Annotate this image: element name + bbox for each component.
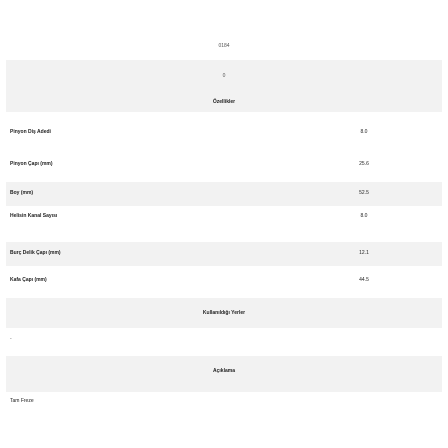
spec-row — [6, 242, 442, 266]
usage-row — [6, 332, 442, 346]
spec-header-row — [6, 60, 442, 112]
usage-value: - — [10, 336, 12, 342]
code-row — [6, 40, 442, 54]
description-row — [6, 394, 442, 408]
spec-value: 8.0 — [360, 129, 368, 135]
spec-value: 8.0 — [360, 213, 368, 219]
usage-title: Kullanıldığı Yerler — [202, 310, 246, 316]
spec-row — [6, 210, 442, 224]
product-code: 0184 — [218, 43, 230, 49]
spec-label: Helisin Kanal Sayısı — [10, 213, 58, 219]
usage-header-row — [6, 298, 442, 328]
spec-label: Pinyon Çapı (mm) — [10, 161, 53, 167]
description-title: Açıklama — [213, 368, 235, 374]
spec-row — [6, 274, 442, 288]
spec-row — [6, 158, 442, 172]
spec-value: 25.6 — [359, 161, 369, 167]
spec-value: 12.1 — [359, 250, 369, 256]
spec-row — [6, 182, 442, 206]
spec-label: Pinyon Diş Adedi — [10, 129, 51, 135]
specs-title: Özellikler — [212, 99, 236, 105]
spec-row — [6, 126, 442, 140]
spec-value: 52.5 — [359, 190, 369, 196]
description-header-row — [6, 356, 442, 392]
spec-value: 44.5 — [359, 277, 369, 283]
spec-label: Burç Delik Çapı (mm) — [10, 250, 61, 256]
spec-label: Boy (mm) — [10, 190, 34, 196]
spec-label: Kafa Çapı (mm) — [10, 277, 47, 283]
spec-index: 0 — [222, 73, 226, 79]
description-text: Tam Freze — [10, 398, 34, 404]
